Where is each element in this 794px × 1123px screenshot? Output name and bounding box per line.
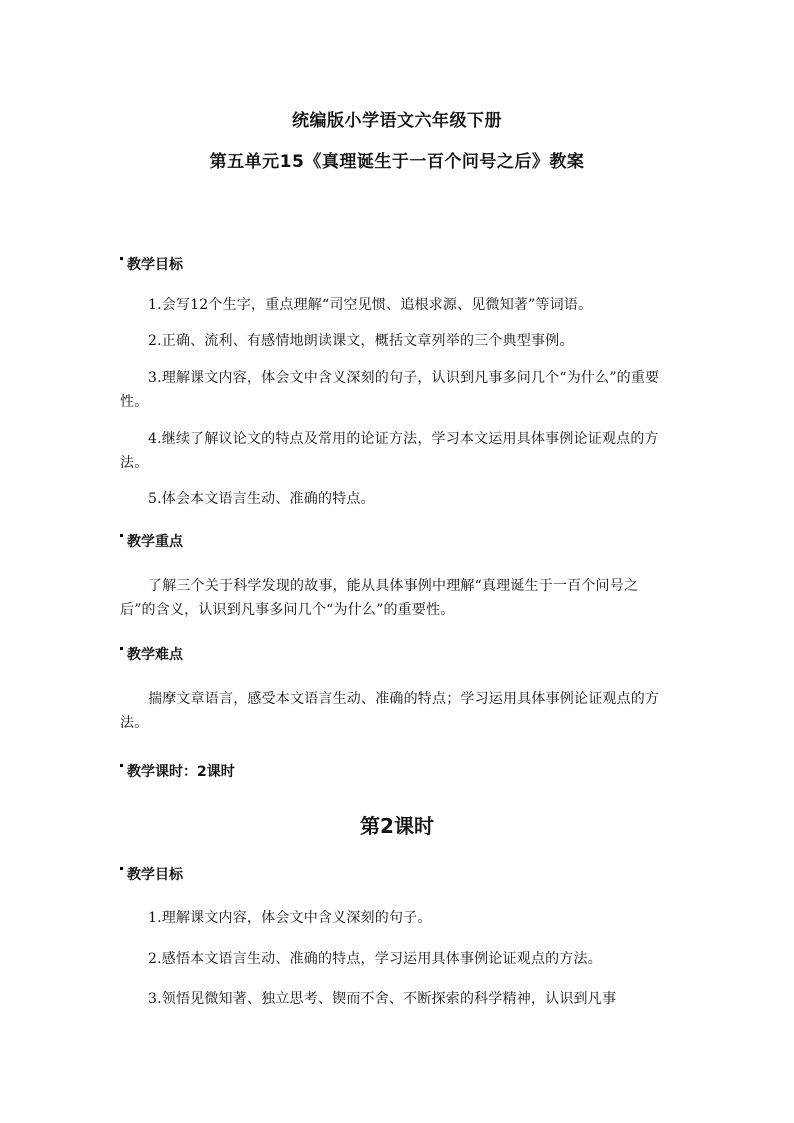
key-text: 了解三个关于科学发现的故事，能从具体事例中理解“真理诞生于一百个问号之后”的含义，认识到凡事多问几个“为什么”的重要性。 bbox=[120, 578, 639, 618]
goal-item: 4.继续了解议论文的特点及常用的论证方法，学习本文运用具体事例论证观点的方法。 bbox=[120, 431, 659, 471]
lesson2-goal-item: 1.理解课文内容，体会文中含义深刻的句子。 bbox=[148, 910, 432, 926]
lesson2-goal-item: 3.领悟见微知著、独立思考、锲而不舍、不断探索的科学精神，认识到凡事 bbox=[148, 991, 617, 1007]
heading-text: 教学难点 bbox=[127, 647, 183, 663]
heading-text: 教学目标 bbox=[127, 257, 183, 273]
goal-item: 5.体会本文语言生动、准确的特点。 bbox=[148, 491, 375, 507]
bullet-icon bbox=[120, 867, 123, 870]
heading-text: 教学目标 bbox=[127, 867, 183, 883]
heading-text: 教学重点 bbox=[127, 534, 183, 550]
document-subtitle: 第五单元15《真理诞生于一百个问号之后》教案 bbox=[209, 152, 585, 172]
bullet-icon bbox=[120, 534, 123, 537]
section-heading-key bbox=[120, 531, 183, 551]
goal-item: 1.会写12个生字，重点理解“司空见惯、追根求源、见微知著”等词语。 bbox=[148, 297, 593, 313]
section-heading-hours bbox=[120, 761, 235, 781]
goal-item: 3.理解课文内容，体会文中含义深刻的句子，认识到凡事多问几个“为什么”的重要性。 bbox=[120, 370, 660, 410]
bullet-icon bbox=[120, 764, 123, 767]
section-heading-lesson2-goals bbox=[120, 864, 183, 884]
heading-text: 教学课时：2课时 bbox=[127, 764, 235, 780]
section-heading-goals bbox=[120, 254, 183, 274]
document-title: 统编版小学语文六年级下册 bbox=[292, 111, 502, 131]
goal-item: 2.正确、流利、有感情地朗读课文，概括文章列举的三个典型事例。 bbox=[148, 333, 574, 349]
section-heading-difficulty bbox=[120, 644, 183, 664]
bullet-icon bbox=[120, 647, 123, 650]
bullet-icon bbox=[120, 257, 123, 260]
lesson-title: 第2课时 bbox=[360, 814, 434, 838]
lesson2-goal-item: 2.感悟本文语言生动、准确的特点，学习运用具体事例论证观点的方法。 bbox=[148, 951, 602, 967]
difficulty-text: 揣摩文章语言，感受本文语言生动、准确的特点；学习运用具体事例论证观点的方法。 bbox=[120, 691, 660, 731]
